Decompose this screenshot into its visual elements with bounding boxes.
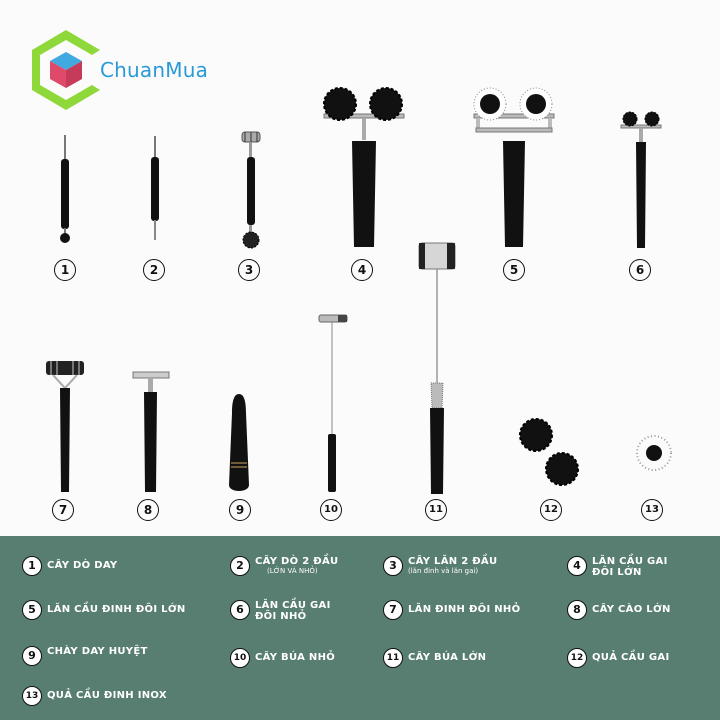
- legend-number: 9: [22, 646, 42, 666]
- legend-label: CÂY BÚA LỚN: [408, 652, 487, 663]
- legend-number: 12: [567, 648, 587, 668]
- legend-label: LĂN CẦU ĐINH ĐÔI LỚN: [47, 604, 186, 615]
- legend-label: LĂN CẦU GAI ĐÔI LỚN: [592, 556, 668, 578]
- legend-label: CHÀY DAY HUYỆT: [47, 646, 148, 657]
- large-nail-ball-roller-icon: [468, 85, 560, 250]
- brand-name: ChuanMua: [100, 58, 209, 82]
- tool-number-badge: 8: [137, 499, 159, 521]
- legend-number: 4: [567, 556, 587, 576]
- legend-number: 10: [230, 648, 250, 668]
- legend-label: CÂY DÒ DAY: [47, 560, 118, 571]
- legend-label: QUẢ CẦU ĐINH INOX: [47, 690, 167, 701]
- legend-item: [383, 648, 558, 668]
- probe-stick-icon: [52, 135, 78, 245]
- legend-sublabel: (lăn đinh và lăn gai): [408, 567, 479, 575]
- spiked-ball-icon: [514, 415, 584, 491]
- tool-number-badge: 3: [238, 259, 260, 281]
- legend-number: 1: [22, 556, 42, 576]
- legend-sublabel: (LỚN VÀ NHỎ): [267, 567, 318, 575]
- legend-number: 3: [383, 556, 403, 576]
- cube-logo-icon: [30, 26, 100, 116]
- tool-number-badge: 9: [229, 499, 251, 521]
- legend-number: 2: [230, 556, 250, 576]
- double-roller-icon: [236, 130, 266, 250]
- tool-number-badge: 11: [425, 499, 447, 521]
- legend-item: [383, 600, 558, 620]
- legend-number: 7: [383, 600, 403, 620]
- tool-number-badge: 1: [54, 259, 76, 281]
- double-probe-icon: [143, 136, 167, 242]
- tool-number-badge: 7: [52, 499, 74, 521]
- legend-item: [230, 556, 370, 576]
- legend-number: 5: [22, 600, 42, 620]
- tool-number-badge: 5: [503, 259, 525, 281]
- legend-item: [22, 556, 212, 576]
- legend-label: LĂN ĐINH ĐÔI NHỎ: [408, 604, 521, 615]
- stainless-nail-ball-icon: [634, 433, 674, 473]
- tool-number-badge: 4: [351, 259, 373, 281]
- tool-number-badge: 13: [641, 499, 663, 521]
- legend-item: [383, 556, 558, 576]
- legend-item: [22, 600, 227, 620]
- legend-label: QUẢ CẦU GAI: [592, 652, 670, 663]
- legend-label: CÂY DÒ 2 ĐẦU: [255, 556, 339, 567]
- legend-item: [567, 556, 687, 578]
- legend-item: [230, 648, 370, 668]
- legend-item: [567, 600, 707, 620]
- tool-number-badge: 12: [540, 499, 562, 521]
- legend-label: CÂY CÀO LỚN: [592, 604, 671, 615]
- legend-item: [567, 648, 707, 668]
- small-hammer-icon: [316, 312, 350, 494]
- large-hammer-icon: [413, 238, 461, 496]
- small-nail-roller-icon: [43, 358, 87, 494]
- legend-item: [22, 646, 212, 666]
- tool-number-badge: 10: [320, 499, 342, 521]
- legend-label: CÂY BÚA NHỎ: [255, 652, 336, 663]
- legend-number: 8: [567, 600, 587, 620]
- legend-number: 13: [22, 686, 42, 706]
- tool-number-badge: 2: [143, 259, 165, 281]
- legend-label: LĂN CẦU GAI ĐÔI NHỎ: [255, 600, 331, 622]
- large-spiked-ball-roller-icon: [318, 85, 410, 250]
- legend-number: 6: [230, 600, 250, 620]
- legend-number: 11: [383, 648, 403, 668]
- legend-item: [22, 686, 242, 706]
- legend-label: CÂY LĂN 2 ĐẦU: [408, 556, 498, 567]
- small-spiked-ball-roller-icon: [619, 110, 663, 250]
- tool-number-badge: 6: [629, 259, 651, 281]
- acupressure-pestle-icon: [227, 393, 251, 495]
- large-scraper-icon: [131, 370, 171, 494]
- legend-item: [230, 600, 360, 622]
